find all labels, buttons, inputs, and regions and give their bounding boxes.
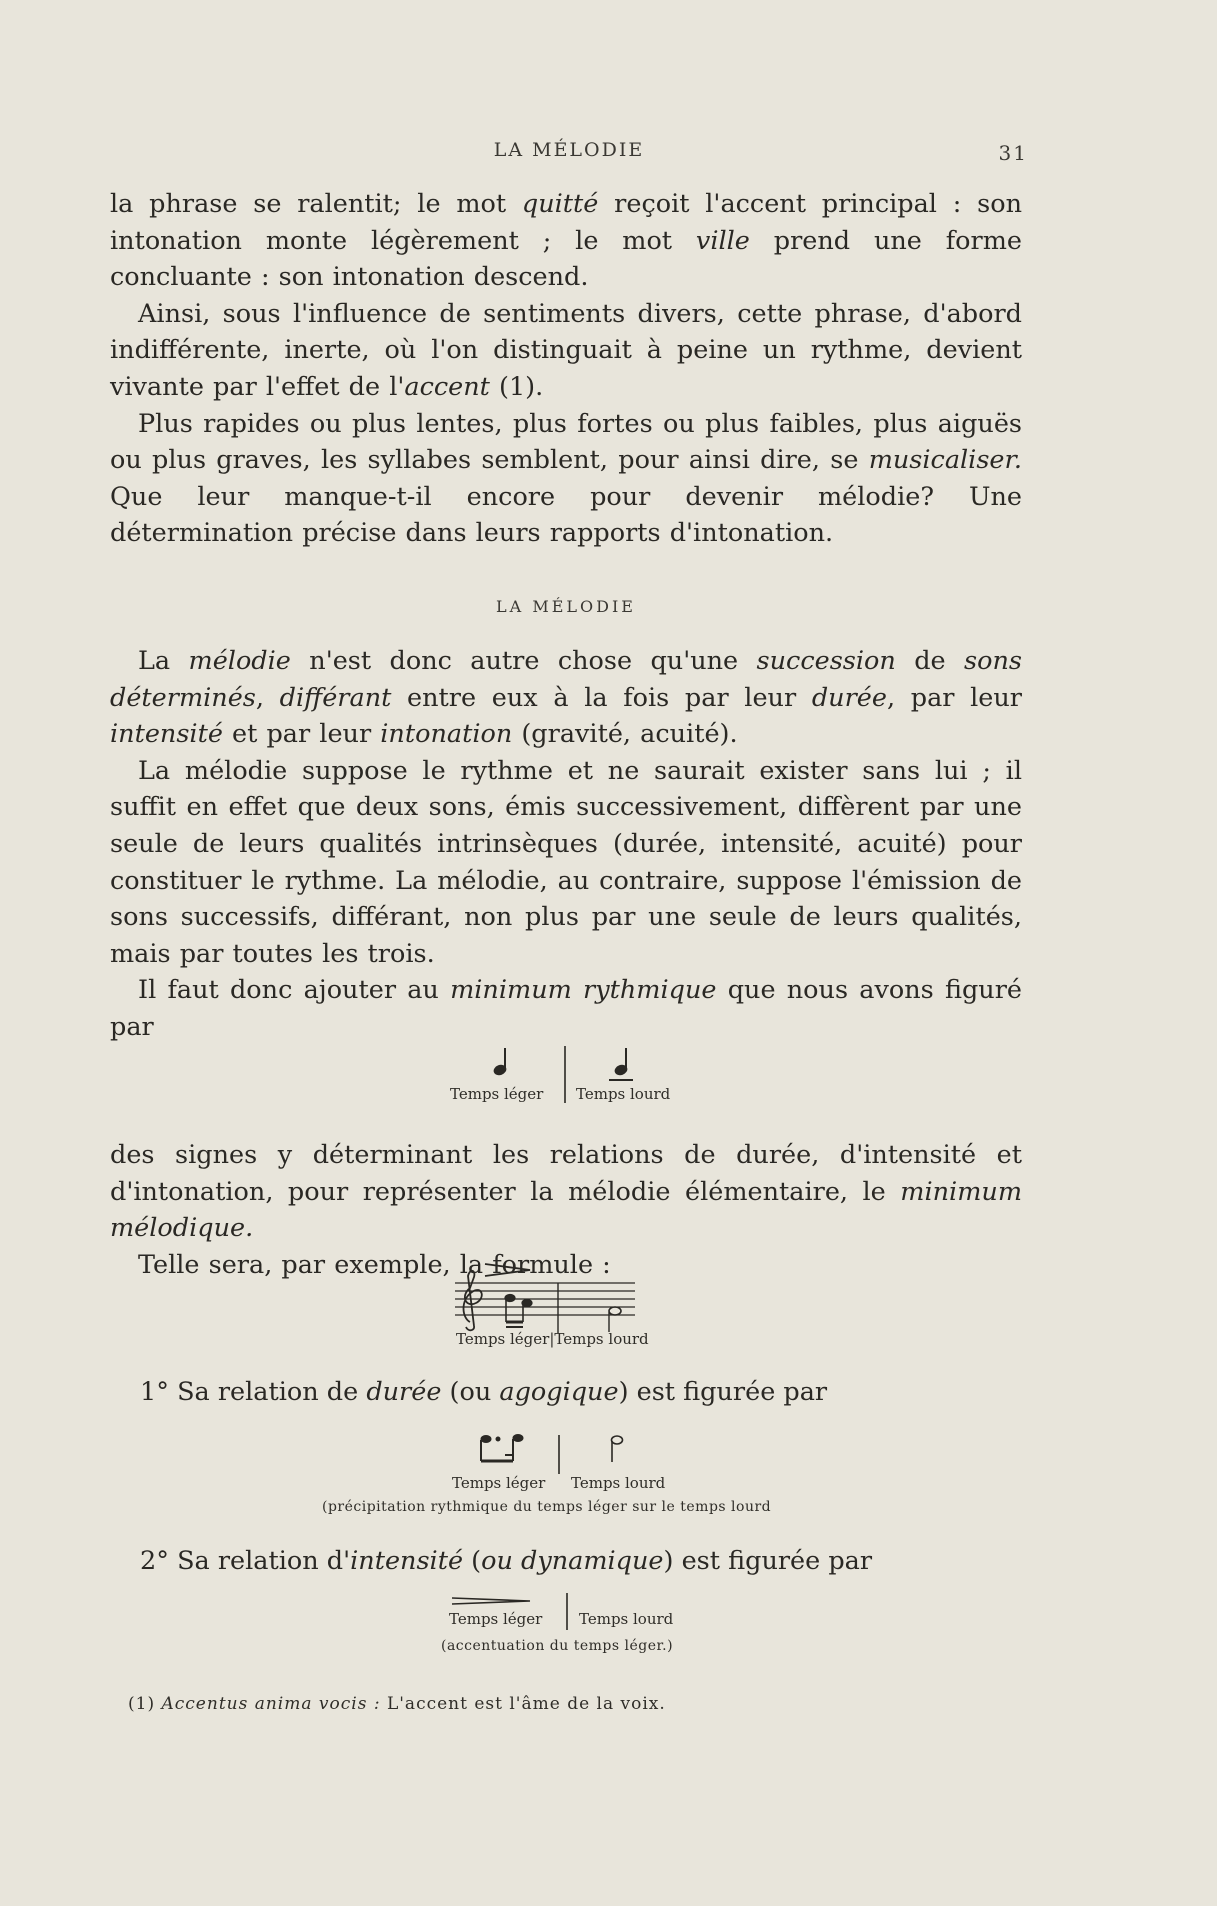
italic-text: minimum rythmique bbox=[450, 975, 717, 1006]
text-run: Ainsi, sous l'influence de sentiments divers, cette phrase, d'abord indifférente, inerte, où l'on distinguait à peine un rythme, devient vivante par l'effet de l' bbox=[110, 298, 1022, 402]
figure3-caption: (précipitation rythmique du temps léger sur le temps lourd bbox=[322, 1499, 772, 1515]
paragraph bbox=[110, 1247, 1022, 1284]
running-title: LA MÉLODIE bbox=[493, 139, 645, 161]
paragraph bbox=[110, 186, 1022, 296]
text-run: de bbox=[895, 646, 965, 676]
footnote bbox=[128, 1694, 666, 1714]
text-run: Telle sera, par exemple, la formule : bbox=[138, 1249, 611, 1280]
decrescendo-mark bbox=[452, 1598, 530, 1604]
italic-text: accent bbox=[404, 371, 490, 402]
paragraph bbox=[110, 972, 1022, 1045]
section-heading: LA MÉLODIE bbox=[496, 597, 636, 616]
text-run: L'accent est l'âme de la voix. bbox=[380, 1694, 666, 1714]
paragraph bbox=[110, 406, 1022, 552]
italic-text: ville bbox=[695, 225, 750, 256]
text-run: , par leur bbox=[886, 682, 1022, 713]
figure2-label: Temps léger|Temps lourd bbox=[456, 1330, 649, 1348]
italic-text: durée bbox=[366, 1377, 442, 1407]
text-run: prend une forme concluante : son intonation descend. bbox=[110, 225, 1022, 293]
figure1-label-right: Temps lourd bbox=[576, 1085, 671, 1103]
text-run: des signes y déterminant les relations de durée, d'intensité et d'intonation, pour représenter la mélodie élémentaire, le bbox=[110, 1140, 1022, 1207]
list-item-duree bbox=[140, 1374, 827, 1410]
italic-text: sons déterminés bbox=[110, 646, 1022, 713]
paragraph bbox=[110, 753, 1022, 973]
text-run: 1° Sa relation de bbox=[140, 1377, 367, 1407]
text-run: entre eux à la fois par leur bbox=[391, 682, 812, 713]
text-run: , bbox=[255, 682, 280, 713]
text-run: ( bbox=[463, 1546, 482, 1576]
text-block-top bbox=[110, 186, 1022, 552]
figure4-label-right: Temps lourd bbox=[579, 1610, 674, 1628]
italic-text: succession bbox=[756, 646, 896, 676]
paragraph bbox=[110, 1137, 1022, 1247]
text-run: n'est donc autre chose qu'une bbox=[290, 646, 757, 676]
quarter-note-light bbox=[493, 1064, 507, 1077]
italic-text: intensité bbox=[350, 1546, 464, 1576]
text-run: Il faut donc ajouter au bbox=[138, 975, 451, 1006]
text-run: que nous avons figuré par bbox=[110, 975, 1022, 1042]
text-run: reçoit l'accent principal : son intonation monte légèrement ; le mot bbox=[110, 189, 1022, 256]
figure3-label-left: Temps léger bbox=[452, 1474, 546, 1492]
page-number: 31 bbox=[998, 141, 1028, 165]
quarter-note-heavy bbox=[614, 1064, 628, 1077]
italic-text: Accentus anima vocis : bbox=[161, 1694, 381, 1714]
italic-text: ou dynamique bbox=[481, 1546, 664, 1576]
text-run: (ou bbox=[441, 1377, 500, 1407]
text-run: La mélodie suppose le rythme et ne saurait exister sans lui ; il suffit en effet que deux sons, émis successivement, diffèrent par une seule de leurs qualités intrinsèques (durée, intensité, acuité) pour constituer le rythme. La mélodie, au contraire, suppose l'émission de sons successifs, différant, non plus par une seule de leurs qualités, mais par toutes les trois. bbox=[110, 755, 1022, 969]
text-block-middle bbox=[110, 643, 1022, 1046]
figure4-label-left: Temps léger bbox=[449, 1610, 543, 1628]
text-run: Que leur manque-t-il encore pour devenir mélodie? Une détermination précise dans leurs rapports d'intonation. bbox=[110, 481, 1022, 549]
paragraph bbox=[110, 296, 1022, 406]
italic-text: intensité bbox=[110, 719, 223, 750]
italic-text: musicaliser. bbox=[868, 445, 1022, 476]
italic-text: intonation bbox=[380, 719, 513, 750]
text-run: ) est figurée par bbox=[663, 1546, 873, 1576]
figure3-label-right: Temps lourd bbox=[571, 1474, 666, 1492]
text-run: et par leur bbox=[222, 719, 381, 750]
list-item-intensite bbox=[140, 1543, 872, 1579]
italic-text: minimum mélodique. bbox=[110, 1176, 1022, 1244]
text-run: la phrase se ralentit; le mot bbox=[110, 189, 522, 219]
text-run: (1) bbox=[128, 1694, 162, 1714]
figure1-label-left: Temps léger bbox=[450, 1085, 544, 1103]
text-block-after bbox=[110, 1137, 1022, 1283]
text-run: ) est figurée par bbox=[618, 1377, 828, 1407]
text-run: 2° Sa relation d' bbox=[140, 1546, 351, 1576]
paragraph bbox=[110, 643, 1022, 753]
figure4-caption: (accentuation du temps léger.) bbox=[441, 1638, 674, 1654]
italic-text: quitté bbox=[521, 189, 599, 219]
italic-text: durée bbox=[811, 682, 887, 713]
text-run: (1). bbox=[489, 371, 544, 402]
text-run: La bbox=[138, 646, 189, 676]
text-run: (gravité, acuité). bbox=[512, 719, 738, 750]
text-run: Plus rapides ou plus lentes, plus fortes ou plus faibles, plus aiguës ou plus graves, les syllabes semblent, pour ainsi dire, se bbox=[110, 408, 1022, 476]
italic-text: agogique bbox=[499, 1377, 619, 1407]
italic-text: mélodie bbox=[188, 646, 291, 676]
italic-text: différant bbox=[279, 682, 392, 713]
